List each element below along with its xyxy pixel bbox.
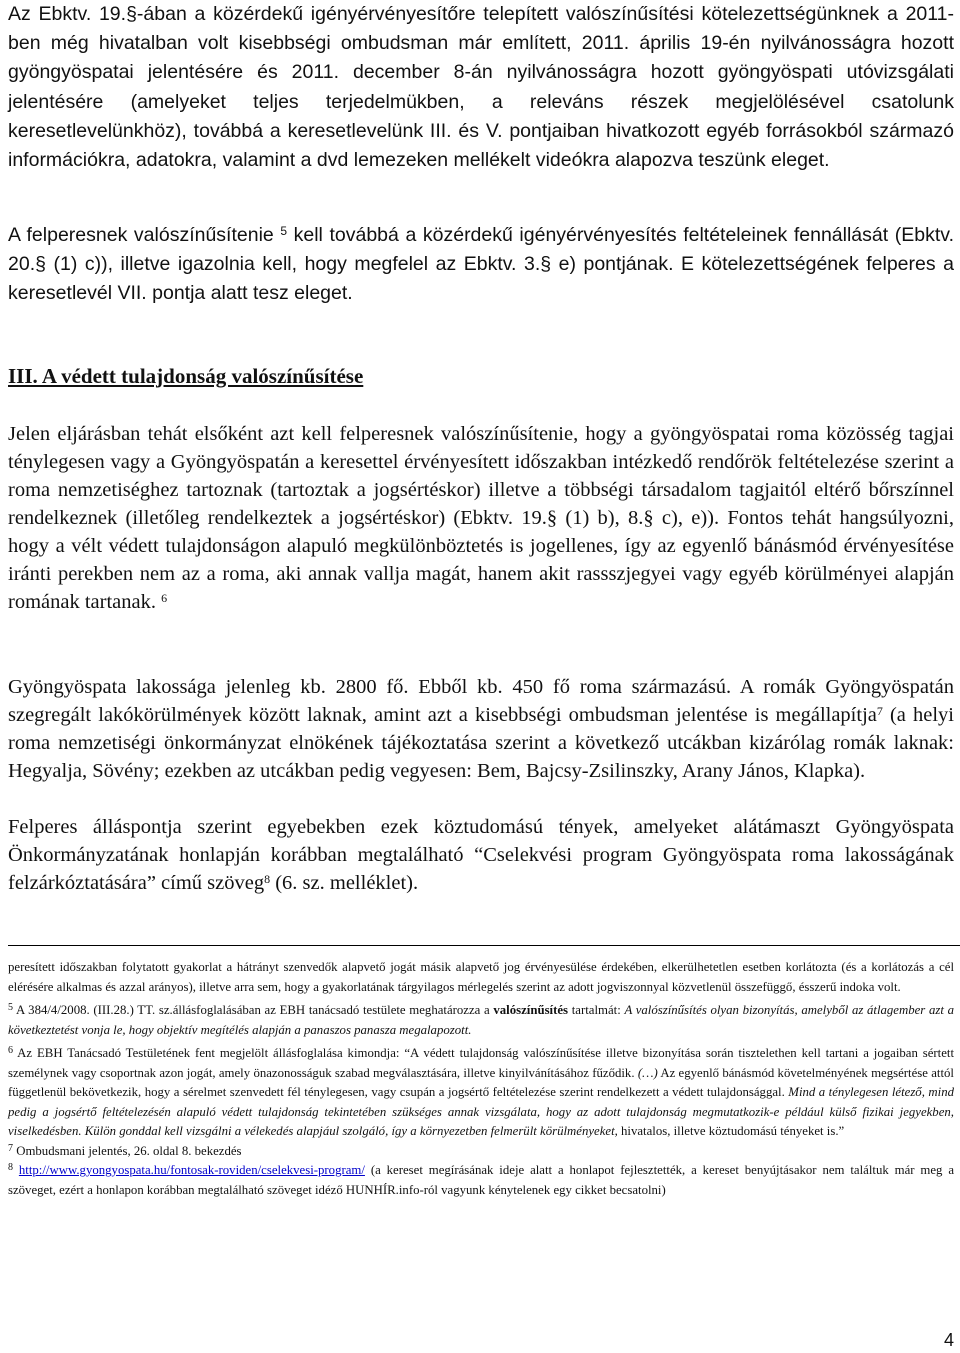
cselekvesi-program-link[interactable]: http://www.gyongyospata.hu/fontosak-roviden/cselekvesi-program/ (18, 1163, 365, 1177)
footnote-7: $^7$ Ombudsmani jelentés, 26. oldal 8. bekezdés (8, 1142, 242, 1158)
footnote-6: $^6$ Az EBH Tanácsadó Testületének fent megjelölt állásfoglalása kimondja: “A védett tulajdonság valószínűsítése illetve bizonyítása során tisztelethen kell tartani a jogaiban sértett személynek vagy csoportnak azon jogát, amely önazonosságuk szabad megválasztására, illetve kinyilvánításához fűződik. (…) Az egyenlő bánásmód követelményének megsértése attól függetlenül bekövetkezik, hogy a sérelmet szenvedett fél ténylegesen, vagy csupán a jogsértő feltételezése szerint rendelkezett a védett tulajdonsággal. Mind a ténylegesen létező, mind pedig a jogsértő feltételezésén alapuló védett tulajdonság tekintetében szükséges annak vizsgálata, hogy az adott tulajdonság megmutatkozik-e például külső fizikai jegyekben, viselkedésben. Külön gonddal kell vizsgálni a vélekedés alapjául szolgáló, így a környezetben felmerült körülményeket, hivatalos, illetve köztudomású tényeket is.” (8, 1045, 954, 1138)
footnote-continuation: peresített időszakban folytatott gyakorlat a hátrányt szenvedők alapvető jogát másik alapvető jog érvényesülése érdekében, elkerülhetetlen esetben korlátozta (és a korlátozás a cél elérésére alkalmas és azzal arányos), illetve arra sem, hogy a gyakorlatának tárgyilagos mérlegelés szerint az adott jogviszonnyal közvetlenül összefüggő, ésszerű indoka volt. (8, 960, 954, 994)
paragraph-vedett-tulajdonsag: Jelen eljárásban tehát elsőként azt kell felperesnek valószínűsítenie, hogy a gyöngyöspatai roma közösség tagjai ténylegesen vagy a Gyöngyöspatán a keresettel érvényesített időszakban intézkedő rendőrök feltételezése szerint a roma nemzetiséghez tartoznak (tartoztak a jogsértéskor) illetve a többségi társadalom tagjaitól eltérő bőrszínnel rendelkeznek (illetőleg rendelkeztek a jogsértéskor) (Ebktv. 19.§ (1) b), 8.§ c), e)). Fontos tehát hangsúlyozni, hogy a vélt védett tulajdonságon alapuló megkülönböztetés is jogellenes, így az egyenlő bánásmód érvényesítése iránti perekben nem az a roma, aki annak vallja magát, hanem akit rassszjegyei vagy egyéb körülményei alapján romának tartanak. $^6$ (8, 423, 954, 613)
intro-paragraph: Az Ebktv. 19.§-ában a közérdekű igényérvényesítőre telepített valószínűsítési kötelezettségünknek a 2011-ben még hivatalban volt kisebbségi ombudsman már említett, 2011. április 19-én nyilvánosságra hozott gyöngyöspatai jelentésére és 2011. december 8-án nyilvánosságra hozott gyöngyöspati utóvizsgálati jelentésére (amelyeket teljes terjedelmükben, a releváns részek megjelölésével csatolunk keresetlevelünkhöz), továbbá a keresetlevelünk III. és V. pontjaiban hivatkozott egyéb forrásokból származó információkra, adatokra, valamint a dvd lemezeken mellékelt videókra alapozva teszünk eleget. (8, 3, 954, 172)
footnote-5: $^5$ A 384/4/2008. (III.28.) TT. sz.állásfoglalásában az EBH tanácsadó testülete meghatározza a valószínűsítés tartalmát: A valószínűsítés olyan bizonyítás, amelyből az átlagember azt a következtetést vonja le, hogy objektív megítélés alapján a panaszos panasza megalapozott. (8, 1002, 954, 1037)
footnote-ref-7[interactable]: 7 (876, 704, 883, 718)
section-heading: III. A védett tulajdonság valószínűsítése (8, 364, 364, 388)
footnotes (8, 958, 954, 1200)
paragraph-allaspont: Felperes álláspontja szerint egyebekben ezek köztudomású tények, amelyeket alátámaszt Gyöngyöspata Önkormányzatának honlapján korábban megtalálható “Cselekvési program Gyöngyöspata roma lakosságának felzárkóztatására” című szöveg$^8$ (6. sz. melléklet). (8, 816, 954, 894)
footnote-ref-8[interactable]: 8 (264, 872, 271, 886)
footnote-8: $^8$ http://www.gyongyospata.hu/fontosak-roviden/cselekvesi-program/ (a kereset megírásának ideje alatt a honlapot fejlesztették, a kereset benyújtásakor nem találtuk már meg a szöveget, ezért a honlapon korábban megtalálható szöveget idéző HUNHÍR.info-ról vagyunk kénytelenek egy cikket becsatolni) (8, 1162, 954, 1197)
page-number: 4 (943, 1330, 954, 1350)
paragraph-valoszinusites: A felperesnek valószínűsítenie $^5$ kell továbbá a közérdekű igényérvényesítés feltételeinek fennállását (Ebktv. 20.§ (1) c)), illetve igazolnia kell, hogy megfelel az Ebktv. 3.§ e) pontjának. E kötelezettségének felperes a keresetlevél VII. pontja alatt tesz eleget. (8, 224, 954, 305)
footnote-ref-5[interactable]: 5 (280, 224, 288, 238)
footnote-ref-6[interactable]: 6 (161, 591, 168, 605)
paragraph-lakossag: Gyöngyöspata lakossága jelenleg kb. 2800 fő. Ebből kb. 450 fő roma származású. A romák Gyöngyöspatán szegregált lakókörülmények között laknak, amint azt a kisebbségi ombudsman jelentése is megállapítja$^7$ (a helyi roma nemzetiségi önkormányzat elnökének tájékoztatása szerint a következő utcákban kizárólag romák laknak: Hegyalja, Sövény; ezekben az utcákban pedig vegyesen: Bem, Bajcsy-Zsilinszky, Arany János, Klapka). (8, 676, 955, 782)
footnote-separator (8, 945, 960, 946)
